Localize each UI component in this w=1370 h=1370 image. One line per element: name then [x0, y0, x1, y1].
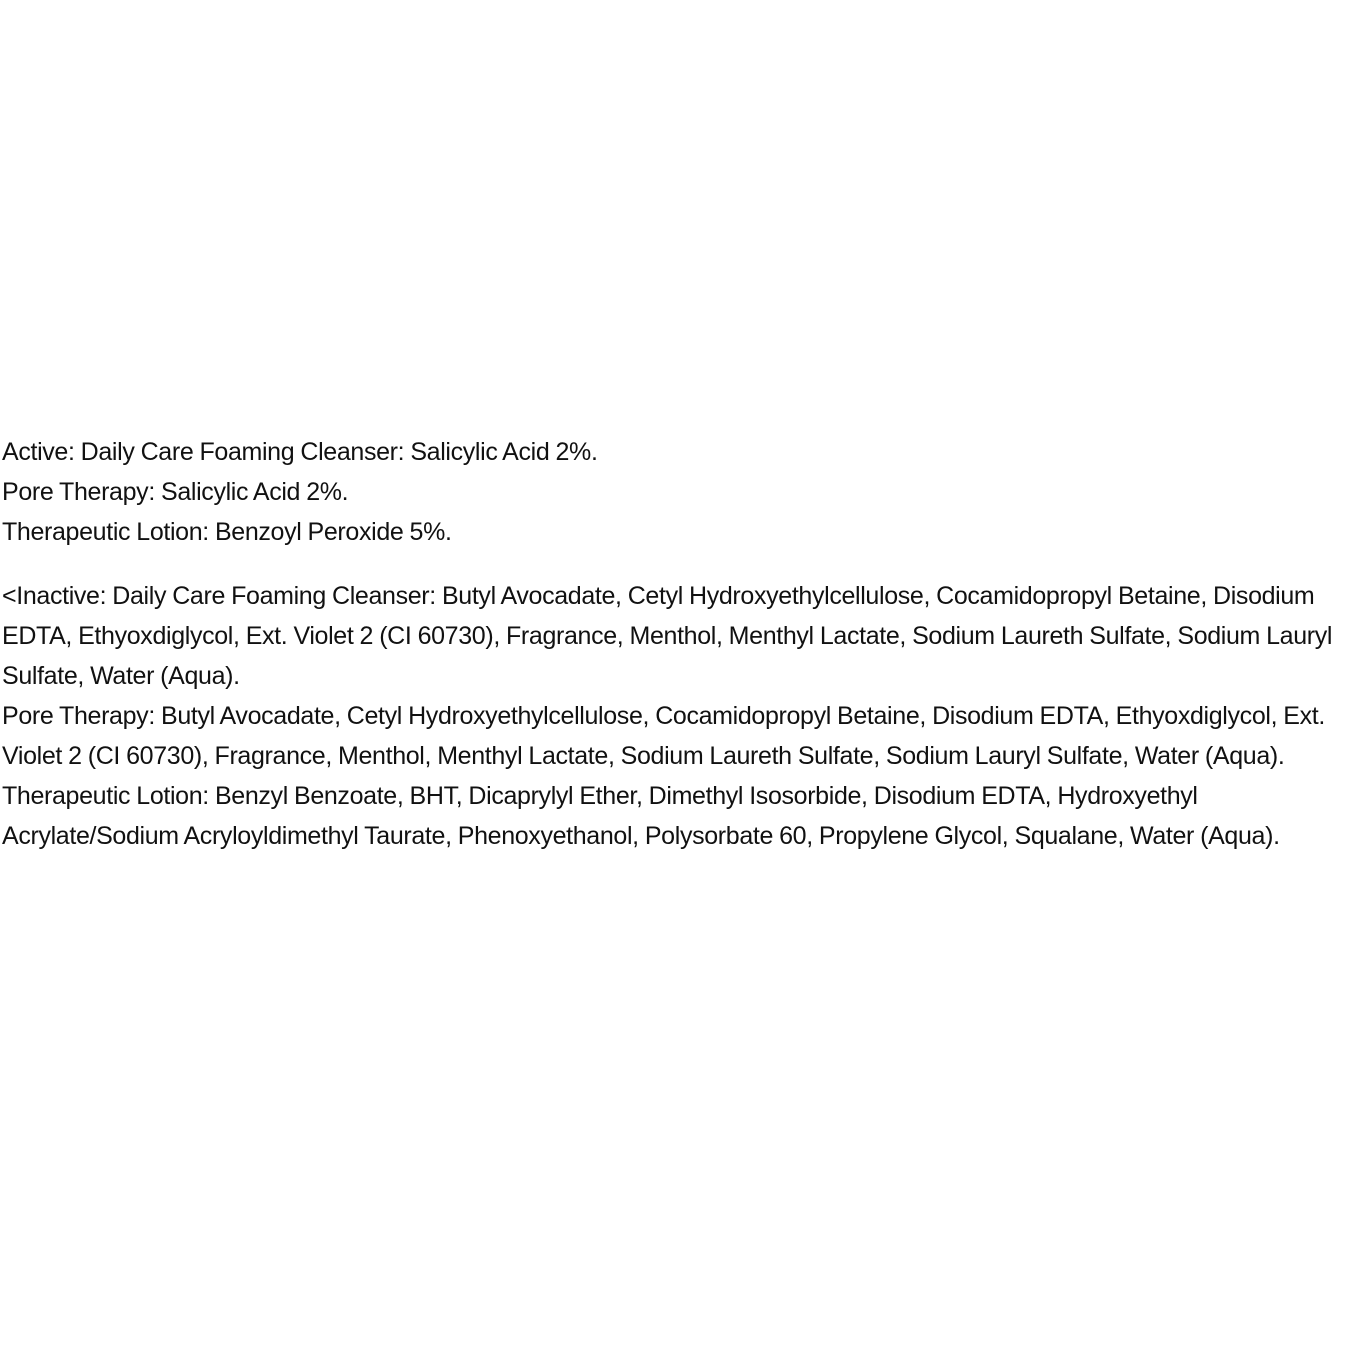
inactive-therapeutic-lotion-paragraph: Therapeutic Lotion: Benzyl Benzoate, BHT, Dicaprylyl Ether, Dimethyl Isosorbide, Disodium EDTA, Hydroxyethyl Acrylate/Sodium Acryloyldimethyl Taurate, Phenoxyethanol, Polysorbate 60, Propylene Glycol, Squalane, Water (Aqua).: [2, 782, 1280, 850]
active-daily-care-line: Active: Daily Care Foaming Cleanser: Salicylic Acid 2%.: [2, 438, 598, 466]
section-spacer: [2, 552, 1368, 576]
ingredients-text: [2, 432, 1368, 856]
inactive-pore-therapy-paragraph: Pore Therapy: Butyl Avocadate, Cetyl Hydroxyethylcellulose, Cocamidopropyl Betaine, Disodium EDTA, Ethyoxdiglycol, Ext. Violet 2 (CI 60730), Fragrance, Menthol, Menthyl Lactate, Sodium Laureth Sulfate, Sodium Lauryl Sulfate, Water (Aqua).: [2, 702, 1325, 770]
active-pore-therapy-line: Pore Therapy: Salicylic Acid 2%.: [2, 478, 349, 506]
active-therapeutic-lotion-line: Therapeutic Lotion: Benzoyl Peroxide 5%.: [2, 518, 452, 546]
active-ingredients: [2, 432, 1368, 552]
inactive-ingredients: [2, 576, 1368, 856]
inactive-daily-care-paragraph: <Inactive: Daily Care Foaming Cleanser: Butyl Avocadate, Cetyl Hydroxyethylcellulose, Cocamidopropyl Betaine, Disodium EDTA, Ethyoxdiglycol, Ext. Violet 2 (CI 60730), Fragrance, Menthol, Menthyl Lactate, Sodium Laureth Sulfate, Sodium Lauryl Sulfate, Water (Aqua).: [2, 582, 1333, 690]
